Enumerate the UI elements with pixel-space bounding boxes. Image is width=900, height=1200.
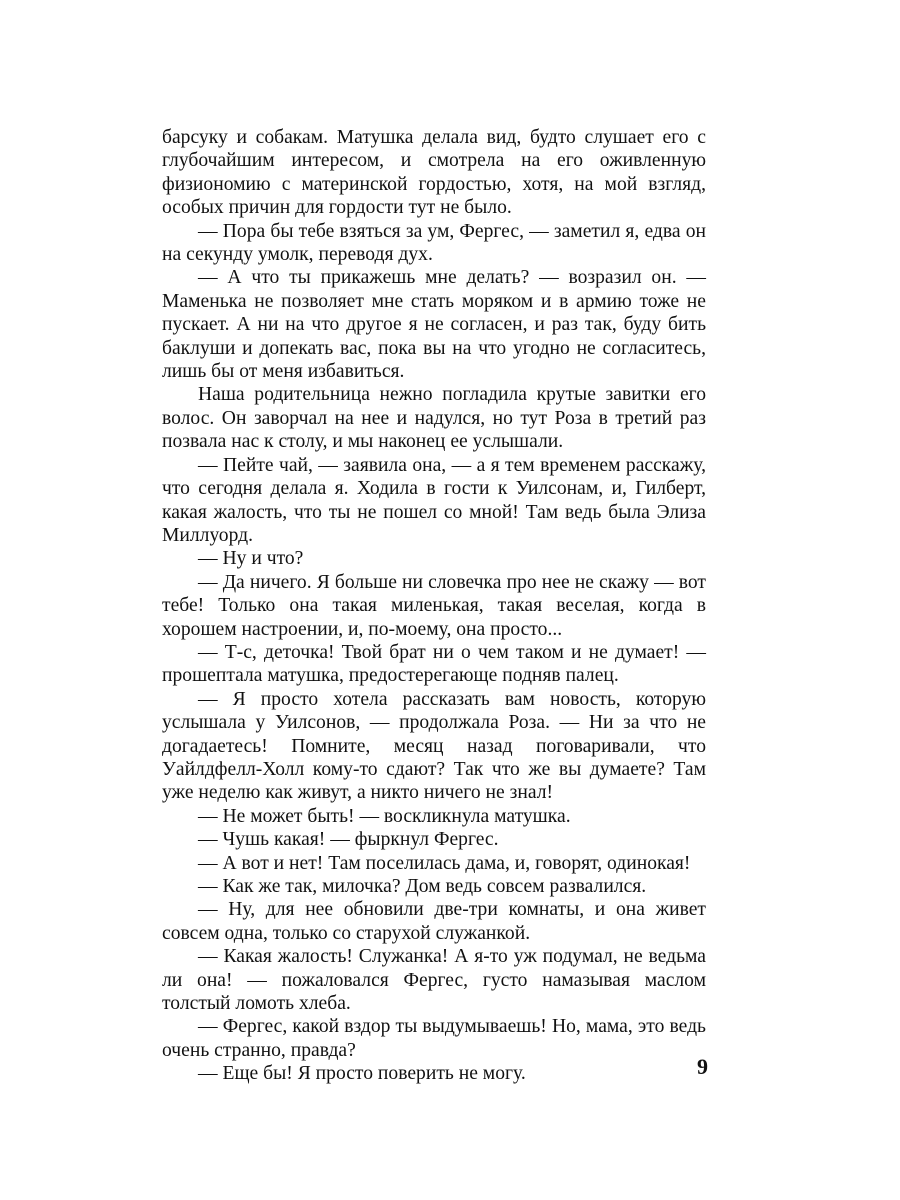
body-text [162, 126, 706, 1086]
paragraph: — А что ты прикажешь мне делать? — возразил он. — Маменька не позволяет мне стать моряком и в армию тоже не пускает. А ни на что другое я не согласен, и раз так, буду бить баклуши и допекать вас, пока вы на что угодно не согласитесь, лишь бы от меня избавиться. [162, 267, 706, 383]
page-number: 9 [697, 1054, 708, 1079]
paragraph: — Ну и что? [198, 548, 304, 570]
paragraph: — Какая жалость! Служанка! А я-то уж подумал, не ведьма ли она! — пожаловался Фергес, густо намазывая маслом толстый ломоть хлеба. [162, 946, 706, 1015]
paragraph: — А вот и нет! Там поселилась дама, и, говорят, одинокая! [198, 852, 691, 874]
paragraph: — Как же так, милочка? Дом ведь совсем развалился. [198, 876, 647, 897]
paragraph: барсуку и собакам. Матушка делала вид, будто слушает его с глубочайшим интересом, и смотрела на его оживленную физиономию с материнской гордостью, хотя, на мой взгляд, особых причин для гордости тут не было. [162, 127, 706, 219]
paragraph: — Да ничего. Я больше ни словечка про нее не скажу — вот тебе! Только она такая миленькая, такая веселая, когда в хорошем настроении, и, по-моему, она просто... [162, 571, 706, 640]
paragraph: — Не может быть! — воскликнула матушка. [198, 805, 571, 827]
paragraph: — Фергес, какой вздор ты выдумываешь! Но, мама, это ведь очень странно, правда? [162, 1016, 706, 1061]
paragraph: — Я просто хотела рассказать вам новость, которую услышала у Уилсонов, — продолжала Роза. — Ни за что не догадаетесь! Помните, месяц назад поговаривали, что Уайлдфелл-Холл кому-то сдают? Так что же вы думаете? Там уже неделю как живут, а никто ничего не знал! [162, 688, 706, 804]
paragraph: — Ну, для нее обновили две-три комнаты, и она живет совсем одна, только со старухой служанкой. [162, 899, 706, 944]
paragraph: — Пора бы тебе взяться за ум, Фергес, — заметил я, едва он на секунду умолк, переводя дух. [162, 220, 706, 266]
paragraph: Наша родительница нежно погладила крутые завитки его волос. Он заворчал на нее и надулся, но тут Роза в третий раз позвала нас к столу, и мы наконец ее услышали. [162, 384, 706, 453]
paragraph: — Т-с, деточка! Твой брат ни о чем таком и не думает! — прошептала матушка, предостерегающе подняв палец. [162, 641, 706, 687]
paragraph: — Еще бы! Я просто поверить не могу. [198, 1063, 526, 1085]
paragraph: — Чушь какая! — фыркнул Фергес. [198, 829, 499, 851]
paragraph: — Пейте чай, — заявила она, — а я тем временем расскажу, что сегодня делала я. Ходила в гости к Уилсонам, и, Гилберт, какая жалость, что ты не пошел со мной! Там ведь была Элиза Миллуорд. [162, 454, 706, 546]
